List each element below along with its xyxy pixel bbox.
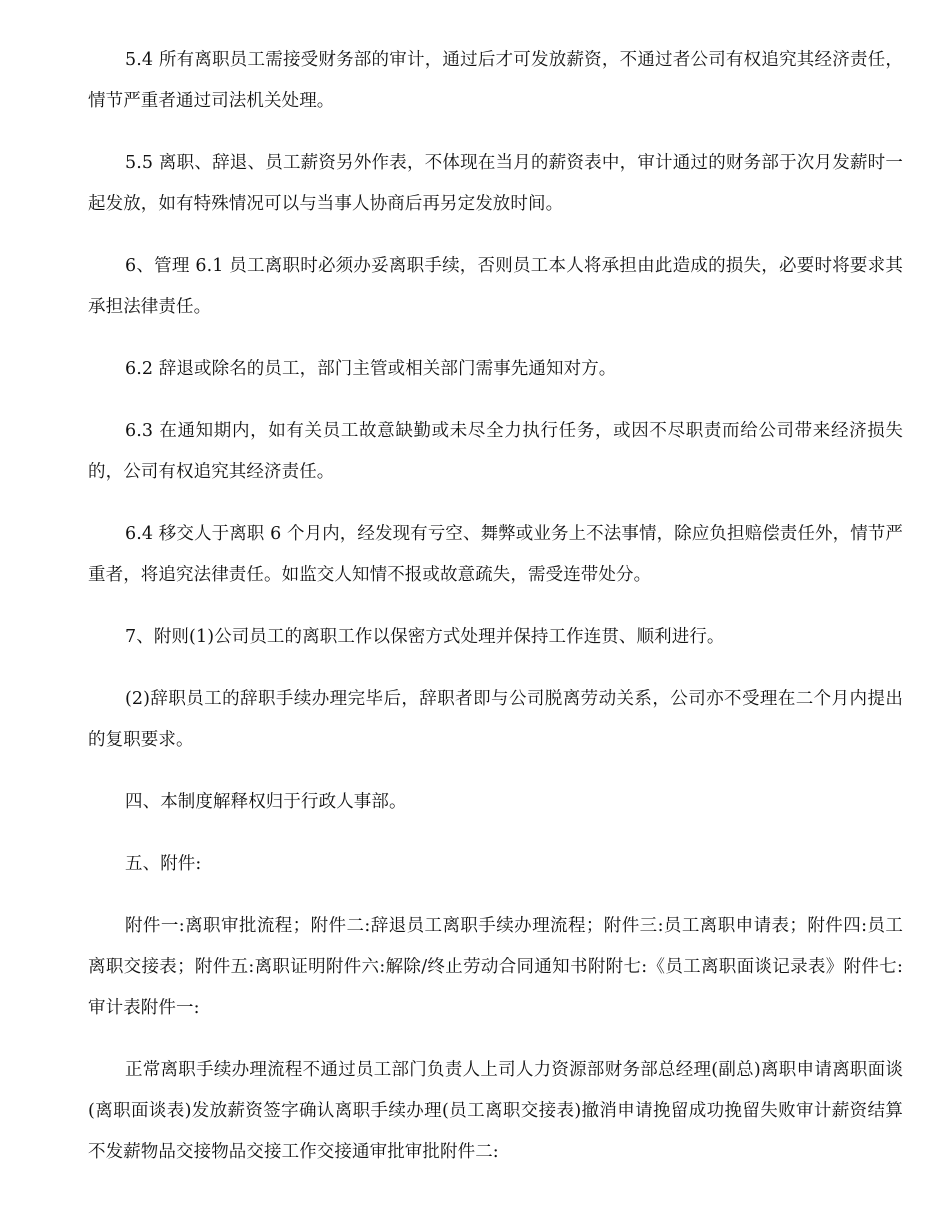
paragraph-5-4: 5.4 所有离职员工需接受财务部的审计，通过后才可发放薪资，不通过者公司有权追究其经济责任，情节严重者通过司法机关处理。 [88, 50, 903, 111]
paragraph-5-5: 5.5 离职、辞退、员工薪资另外作表，不体现在当月的薪资表中，审计通过的财务部于次月发薪时一起发放，如有特殊情况可以与当事人协商后再另定发放时间。 [88, 153, 903, 214]
paragraph-section-four: 四、本制度解释权归于行政人事部。 [125, 792, 407, 812]
paragraph-section-five: 五、附件: [125, 854, 202, 874]
paragraph-6-1: 6、管理 6.1 员工离职时必须办妥离职手续，否则员工本人将承担由此造成的损失，必要时将要求其承担法律责任。 [88, 256, 903, 317]
paragraph-attachments-list: 附件一:离职审批流程；附件二:辞退员工离职手续办理流程；附件三:员工离职申请表；附件四:员工离职交接表；附件五:离职证明附件六:解除/终止劳动合同通知书附附七:《员工离职面谈记录表》附件七:审计表附件一: [88, 916, 903, 1018]
paragraph-6-2: 6.2 辞退或除名的员工，部门主管或相关部门需事先通知对方。 [125, 359, 617, 379]
document-body [88, 40, 903, 1194]
paragraph-6-4: 6.4 移交人于离职 6 个月内，经发现有亏空、舞弊或业务上不法事情，除应负担赔偿责任外，情节严重者，将追究法律责任。如监交人知情不报或故意疏失，需受连带处分。 [88, 524, 903, 585]
paragraph-resignation-flow: 正常离职手续办理流程不通过员工部门负责人上司人力资源部财务部总经理(副总)离职申请离职面谈(离职面谈表)发放薪资签字确认离职手续办理(员工离职交接表)撤消申请挽留成功挽留失败审计薪资结算不发薪物品交接物品交接工作交接通审批审批附件二: [88, 1060, 903, 1162]
paragraph-7-1: 7、附则(1)公司员工的离职工作以保密方式处理并保持工作连贯、顺利进行。 [125, 627, 725, 647]
paragraph-6-3: 6.3 在通知期内，如有关员工故意缺勤或未尽全力执行任务，或因不尽职责而给公司带来经济损失的，公司有权追究其经济责任。 [88, 421, 903, 482]
paragraph-7-2: (2)辞职员工的辞职手续办理完毕后，辞职者即与公司脱离劳动关系，公司亦不受理在二个月内提出的复职要求。 [88, 689, 903, 750]
